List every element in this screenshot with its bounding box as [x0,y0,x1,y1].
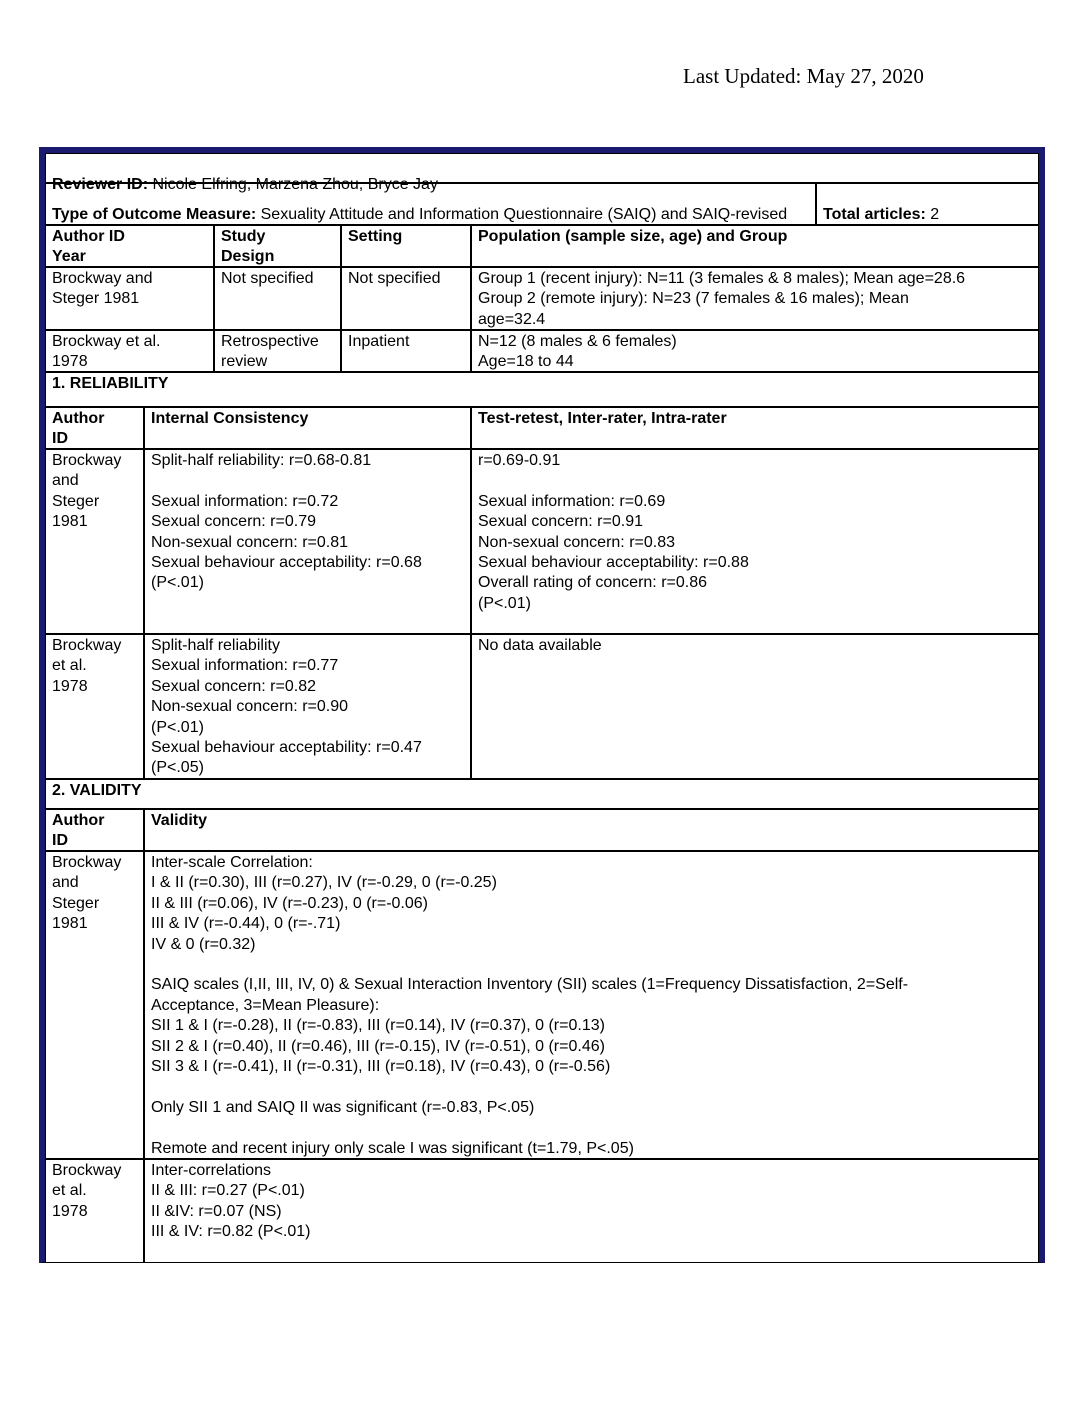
reviewer-label: Reviewer ID: [52,176,149,194]
study-row-author: Brockway and Steger 1981 [45,267,214,330]
outcome-measure-cell [45,183,816,225]
study-row-setting: Not specified [341,267,471,330]
validity-row-author: Brockway and Steger 1981 [45,851,144,1159]
validity-header-validity: Validity [144,809,1039,851]
reliability-row-internal: Split-half reliability Sexual information: r=0.77 Sexual concern: r=0.82 Non-sexual concern: r=0.90 (P<.01) Sexual behaviour acceptability: r=0.47 (P<.05) [144,634,471,779]
total-articles-label: Total articles: [823,206,926,224]
study-row-design: Not specified [214,267,341,330]
reviewer-row [45,153,1039,194]
last-updated-date: Last Updated: May 27, 2020 [683,64,924,88]
validity-section-title: 2. VALIDITY [45,779,1039,809]
validity-row-details: Inter-correlations II & III: r=0.27 (P<.01) II &IV: r=0.07 (NS) III & IV: r=0.82 (P<.01) [144,1159,1039,1263]
reliability-header-test-retest: Test-retest, Inter-rater, Intra-rater [471,407,1039,449]
study-row-population: Group 1 (recent injury): N=11 (3 females & 8 males); Mean age=28.6 Group 2 (remote injury): N=23 (7 females & 16 males); Mean age=32.4 [471,267,1039,330]
reliability-header-internal: Internal Consistency [144,407,471,449]
total-articles-value: 2 [925,206,940,224]
validity-header-author: Author ID [45,809,144,851]
study-header-setting: Setting [341,225,471,267]
reviewer-value: Nicole Elfring, Marzena Zhou, Bryce Jay [148,176,438,194]
validity-row-details: Inter-scale Correlation: I & II (r=0.30), III (r=0.27), IV (r=-0.29, 0 (r=-0.25) II & III (r=0.06), IV (r=-0.23), 0 (r=-0.06) III & IV (r=-0.44), 0 (r=-.71) IV & 0 (r=0.32) SAIQ scales (I,II, III, IV, 0) & Sexual Interaction Inventory (SII) scales (1=Frequency Dissatisfaction, 2=Self- Acceptance, 3=Mean Pleasure): SII 1 & I (r=-0.28), II (r=-0.83), III (r=0.14), IV (r=0.37), 0 (r=0.13) SII 2 & I (r=0.40), II (r=0.46), III (r=-0.15), IV (r=-0.51), 0 (r=0.46) SII 3 & I (r=-0.41), II (r=-0.31), III (r=0.18), IV (r=0.43), 0 (r=-0.56) Only SII 1 and SAIQ II was significant (r=-0.83, P<.05) Remote and recent injury only scale I was significant (t=1.79, P<.05) [144,851,1039,1159]
reliability-row-author: Brockway and Steger 1981 [45,449,144,634]
study-row-population: N=12 (8 males & 6 females) Age=18 to 44 [471,330,1039,372]
study-header-author: Author ID Year [45,225,214,267]
reliability-row-internal: Split-half reliability: r=0.68-0.81 Sexual information: r=0.72 Sexual concern: r=0.79 Non-sexual concern: r=0.81 Sexual behaviour acceptability: r=0.68 (P<.01) [144,449,471,634]
reliability-row-author: Brockway et al. 1978 [45,634,144,779]
reliability-row-test-retest: No data available [471,634,1039,779]
study-header-population: Population (sample size, age) and Group [471,225,1039,267]
outcome-measure-value: Sexuality Attitude and Information Questionnaire (SAIQ) and SAIQ-revised [256,206,788,224]
total-articles-cell [816,183,1039,225]
validity-row-author: Brockway et al. 1978 [45,1159,144,1263]
study-row-setting: Inpatient [341,330,471,372]
reliability-section-title: 1. RELIABILITY [45,372,1039,407]
reliability-row-test-retest: r=0.69-0.91 Sexual information: r=0.69 Sexual concern: r=0.91 Non-sexual concern: r=0.83 Sexual behaviour acceptability: r=0.88 Overall rating of concern: r=0.86 (P<.01) [471,449,1039,634]
outcome-measure-label: Type of Outcome Measure: [52,206,257,224]
study-header-design: Study Design [214,225,341,267]
reliability-header-author: Author ID [45,407,144,449]
study-row-design: Retrospective review [214,330,341,372]
study-row-author: Brockway et al. 1978 [45,330,214,372]
